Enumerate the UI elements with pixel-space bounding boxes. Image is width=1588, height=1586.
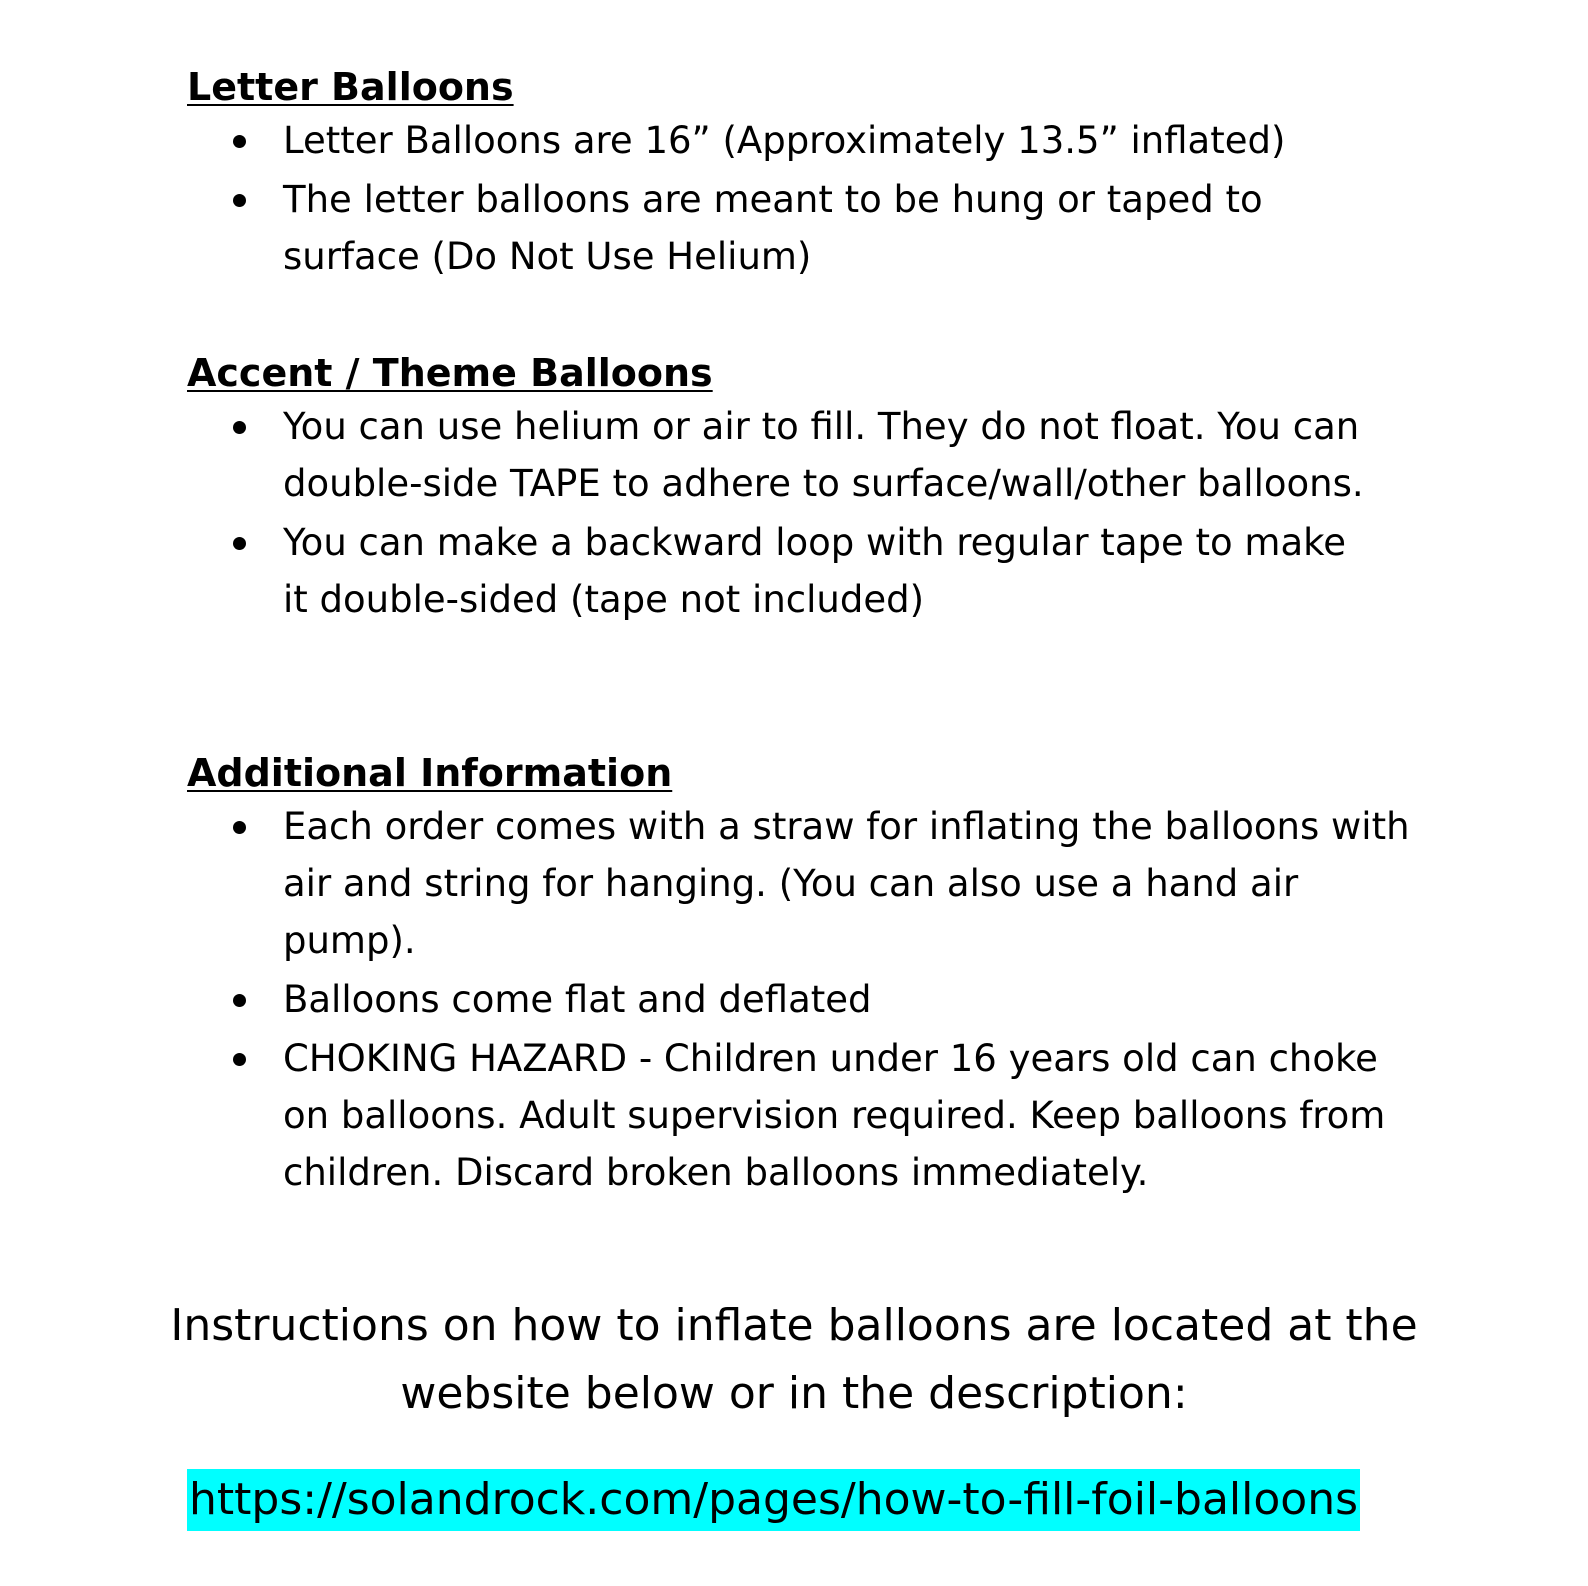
bullet-list xyxy=(187,398,1427,628)
section-additional-information xyxy=(187,750,1427,1201)
list-item xyxy=(187,398,1393,512)
bullet-icon xyxy=(233,821,246,834)
list-item-text: Balloons come flat and deflated xyxy=(283,978,872,1021)
link-container xyxy=(187,1469,1360,1531)
list-item-text: Letter Balloons are 16” (Approximately 13.5” inflated) xyxy=(283,119,1286,162)
section-heading: Accent / Theme Balloons xyxy=(187,351,713,395)
list-item xyxy=(187,1030,1413,1201)
list-item xyxy=(187,798,1423,969)
list-item-text: The letter balloons are meant to be hung or taped to surface (Do Not Use Helium) xyxy=(283,178,1263,278)
bullet-icon xyxy=(233,194,246,207)
instructions-link[interactable]: https://solandrock.com/pages/how-to-fill-foil-balloons xyxy=(187,1469,1360,1531)
list-item-text: Each order comes with a straw for inflating the balloons with air and string for hanging. (You can also use a hand air pump). xyxy=(283,805,1410,962)
section-heading: Letter Balloons xyxy=(187,65,514,109)
bullet-icon xyxy=(233,135,246,148)
list-item-text: You can use helium or air to fill. They do not float. You can double-side TAPE to adhere to surface/wall/other balloons. xyxy=(283,405,1364,505)
list-item-text: CHOKING HAZARD - Children under 16 years old can choke on balloons. Adult supervision required. Keep balloons from children. Discard broken balloons immediately. xyxy=(283,1037,1386,1194)
section-heading: Additional Information xyxy=(187,751,673,795)
list-item xyxy=(187,112,1427,169)
bullet-list xyxy=(187,112,1427,285)
bullet-icon xyxy=(233,537,246,550)
bullet-icon xyxy=(233,1053,246,1066)
inflate-instructions-text: Instructions on how to inflate balloons are located at the website below or in the description: xyxy=(170,1300,1418,1419)
bullet-list xyxy=(187,798,1427,1201)
list-item-text: You can make a backward loop with regular tape to make it double-sided (tape not included) xyxy=(283,521,1346,621)
list-item xyxy=(187,971,1427,1028)
list-item xyxy=(187,171,1283,285)
bullet-icon xyxy=(233,994,246,1007)
section-letter-balloons xyxy=(187,64,1427,285)
bullet-icon xyxy=(233,421,246,434)
section-accent-theme-balloons xyxy=(187,350,1427,628)
list-item xyxy=(187,514,1373,628)
